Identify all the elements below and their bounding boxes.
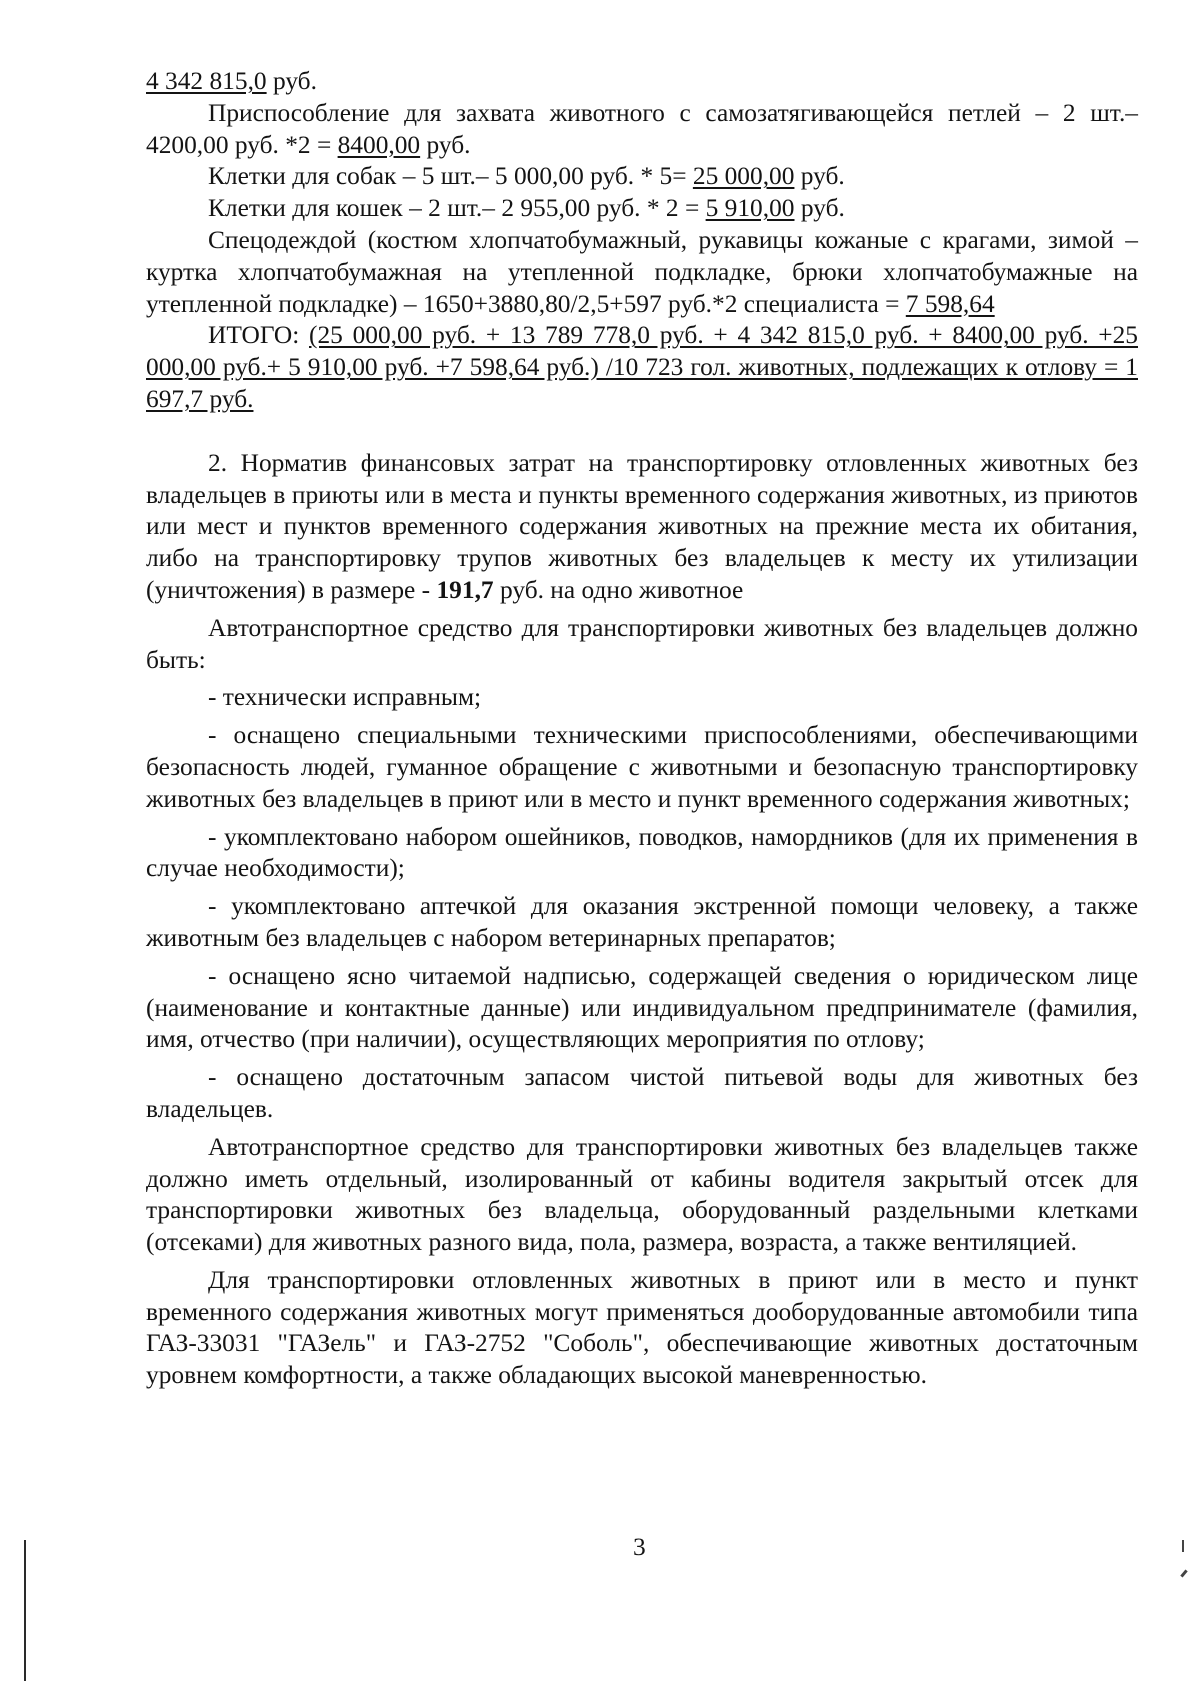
workwear-text: Спецодеждой (костюм хлопчатобумажный, рукавицы кожаные с крагами, зимой – куртка хлопчатобумажная на утепленной подкладке, брюки хлопчатобумажные на утепленной подкладке) – 1650+3880,80/2,5+597 руб.*2 специалиста =: [146, 225, 1138, 318]
carryover-amount: 4 342 815,0: [146, 67, 267, 95]
section-2-tail: руб. на одно животное: [493, 575, 744, 604]
noose-unit: руб.: [420, 130, 471, 159]
compartment-paragraph: Автотранспортное средство для транспортировки животных без владельцев также должно иметь отдельный, изолированный от кабины водителя закрытый отсек для транспортировки животных без владельца, оборудованный раздельными клетками (отсеками) для животных разного вида, пола, размера, возраста, а также вентиляцией.: [146, 1132, 1138, 1257]
vehicle-models-paragraph: Для транспортировки отловленных животных в приют или в место и пункт временного содержания животных могут применяться дооборудованные автомобили типа ГАЗ-33031 "ГАЗель" и ГАЗ-2752 "Соболь", обеспечивающие животных достаточным уровнем комфортности, а также обладающих высокой маневренностью.: [146, 1265, 1138, 1390]
vehicle-requirements-intro: Автотранспортное средство для транспортировки животных без владельцев должно быть:: [146, 613, 1138, 674]
section-2-amount: 191,7: [436, 575, 494, 604]
requirement-item: - оснащено специальными техническими приспособлениями, обеспечивающими безопасность людей, гуманное обращение с животными и безопасную транспортировку животных без владельцев в приют или в место и пункт временного содержания животных;: [146, 721, 1138, 813]
workwear-total: 7 598,64: [905, 289, 995, 318]
cat-cages-text: Клетки для кошек – 2 шт.– 2 955,00 руб. * 2 =: [208, 194, 706, 223]
noose-text: Приспособление для захвата животного с самозатягивающейся петлей – 2 шт.– 4200,00 руб. *2 =: [146, 98, 1138, 159]
scan-edge-line: [24, 1540, 26, 1681]
cat-cages-total: 5 910,00: [705, 194, 795, 223]
requirement-item: - укомплектовано набором ошейников, поводков, намордников (для их применения в случае необходимости);: [146, 822, 1138, 883]
total-formula: (25 000,00 руб. + 13 789 778,0 руб. + 4 342 815,0 руб. + 8400,00 руб. +25 000,00 руб.+ 5 910,00 руб. +7 598,64 руб.) /10 723 гол. животных, подлежащих к отлову = 1 697,7 руб.: [146, 321, 1138, 413]
scan-mark: [1182, 1540, 1184, 1552]
page-number: 3: [633, 1533, 646, 1561]
total-label: ИТОГО:: [208, 321, 310, 350]
cat-cages-unit: руб.: [794, 194, 845, 223]
dog-cages-line: [146, 161, 1138, 193]
document-page: [146, 66, 1138, 1392]
requirement-item: - оснащено ясно читаемой надписью, содержащей сведения о юридическом лице (наименование и контактные данные) или индивидуальном предпринимателе (фамилия, имя, отчество (при наличии), осуществляющих мероприятия по отлову;: [146, 961, 1138, 1054]
cat-cages-line: [146, 193, 1138, 225]
carryover-unit: руб.: [266, 67, 317, 95]
requirement-item: - укомплектовано аптечкой для оказания экстренной помощи человеку, а также животным без владельцев с набором ветеринарных препаратов;: [146, 892, 1138, 952]
carryover-line: [146, 66, 1138, 98]
section-2-text: 2. Норматив финансовых затрат на транспортировку отловленных животных без владельцев в приюты или в места и пункты временного содержания животных, из приютов или мест и пунктов временного содержания животных на прежние места их обитания, либо на транспортировку трупов животных без владельцев к месту их утилизации (уничтожения) в размере -: [146, 448, 1138, 604]
dog-cages-unit: руб.: [794, 162, 845, 191]
section-2-heading: [146, 448, 1138, 607]
dog-cages-total: 25 000,00: [692, 162, 795, 191]
total-line: [146, 320, 1138, 415]
dog-cages-text: Клетки для собак – 5 шт.– 5 000,00 руб. * 5=: [208, 162, 693, 191]
noose-line: [146, 98, 1138, 162]
noose-total: 8400,00: [337, 130, 421, 159]
requirement-item: - оснащено достаточным запасом чистой питьевой воды для животных без владельцев.: [146, 1063, 1138, 1123]
scan-mark: [1180, 1569, 1187, 1577]
section-gap: [146, 416, 1138, 448]
workwear-line: [146, 225, 1138, 320]
requirement-item: - технически исправным;: [208, 683, 482, 712]
